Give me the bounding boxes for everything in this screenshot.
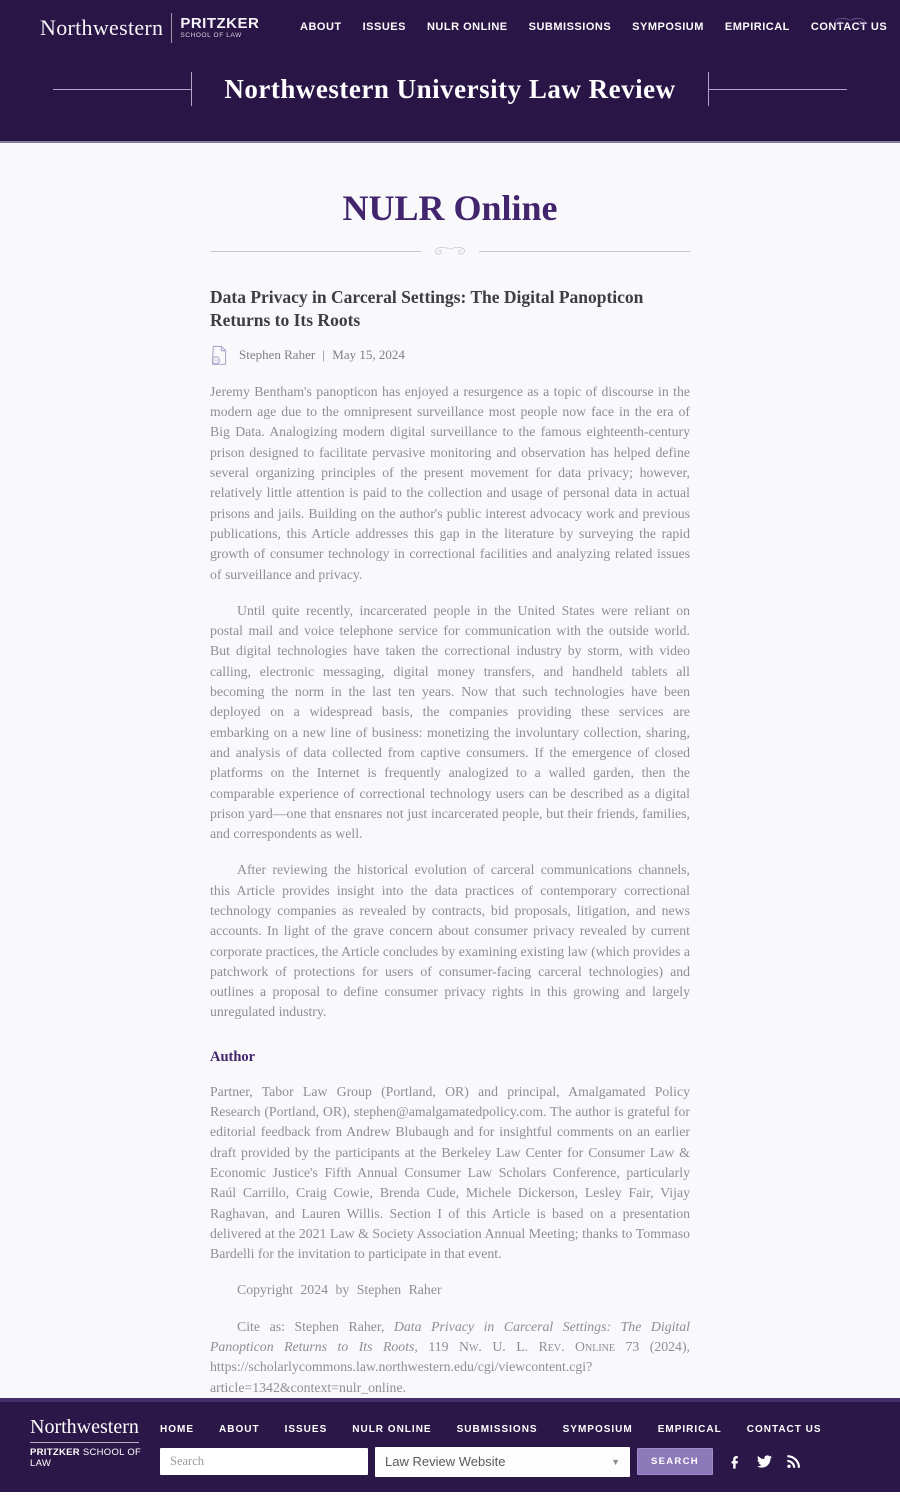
footer-nav-empirical[interactable]: EMPIRICAL (657, 1423, 722, 1435)
citation-prefix: Cite as: Stephen Raher, (237, 1318, 394, 1334)
nav-about[interactable]: ABOUT (300, 21, 342, 33)
nav-issues[interactable]: ISSUES (362, 21, 406, 33)
citation-mid: , 119 (414, 1339, 459, 1355)
banner-rule-left (53, 89, 191, 90)
footer-nav-symposium[interactable]: SYMPOSIUM (562, 1423, 633, 1435)
footer-logo[interactable] (30, 1412, 160, 1492)
citation-title: Data Privacy in Carceral Settings: The Digital Panopticon Returns to Its Roots (210, 1318, 690, 1355)
byline (210, 345, 690, 366)
author-heading: Author (210, 1048, 256, 1065)
header-logo[interactable] (40, 13, 259, 43)
site-scope-select[interactable] (375, 1447, 630, 1477)
rss-icon[interactable] (786, 1454, 801, 1469)
footer-logo-pritzker: PRITZKER (30, 1446, 80, 1458)
page-title: NULR Online (342, 188, 558, 228)
author-note: Partner, Tabor Law Group (Portland, OR) and principal, Amalgamated Policy Research (Portland, OR), stephen@amalgamatedpolicy.com. The author is grateful for editorial feedback from Andrew Blubaugh and for insightful comments on an earlier draft provided by the participants at the Berkeley Law Center for Consumer Law & Economic Justice's Fifth Annual Consumer Law Scholars Conference, particularly Raúl Carrillo, Craig Cowie, Brenda Cude, Michele Dickerson, Lesley Fair, Vijay Raghavan, and Lauren Willis. Section I of this Article is based on a presentation delivered at the 2021 Law & Society Association Annual Meeting; thanks to Tommaso Bardelli for the invitation to participate in that event. (210, 1083, 690, 1262)
citation (210, 1317, 690, 1398)
article (210, 286, 690, 1398)
banner-tick-left (191, 72, 192, 106)
svg-text:PDF: PDF (212, 358, 219, 363)
byline-text (239, 347, 405, 363)
footer-search-row (160, 1447, 900, 1477)
footer-social (728, 1454, 801, 1470)
nav-nulr-online[interactable]: NULR ONLINE (426, 21, 508, 33)
byline-author: Stephen Raher (239, 347, 316, 363)
divider-rule-left (210, 251, 421, 252)
divider-scroll-ornament-icon (433, 247, 467, 256)
logo-northwestern-wordmark: Northwestern (40, 15, 164, 40)
site-header (0, 0, 900, 143)
footer-nav-contact-us[interactable]: CONTACT US (746, 1423, 822, 1435)
citation-reporter: Nw. U. L. Rev. Online (459, 1339, 615, 1355)
logo-divider (171, 13, 172, 43)
abstract-paragraph-1: Jeremy Bentham's panopticon has enjoyed a resurgence as a topic of discourse in the modern age due to the omnipresent surveillance most people now face in the era of Big Data. Analogizing modern digital surveillance to the famous eighteenth-century prison designed to facilitate pervasive monitoring and observation has helped define several organizing principles of the present movement for data privacy; however, relatively little attention is paid to the collection and usage of personal data in actual prisons and jails. Building on the author's public interest advocacy work and previous publications, this Article addresses this gap in the literature by surveying the rapid growth of consumer technology in correctional facilities and analyzing related issues of surveillance and privacy. (210, 383, 690, 582)
page-bottom-strip (0, 1492, 900, 1498)
nav-symposium[interactable]: SYMPOSIUM (632, 21, 704, 33)
banner (0, 72, 900, 106)
logo-pritzker: PRITZKER (180, 15, 260, 33)
divider-rule-right (479, 251, 690, 252)
footer-search-button[interactable]: SEARCH (637, 1448, 713, 1475)
copyright-line: Copyright 2024 by Stephen Raher (237, 1282, 442, 1298)
footer-nav (160, 1412, 900, 1435)
site-footer (0, 1398, 900, 1492)
footer-nav-home[interactable]: HOME (160, 1423, 194, 1435)
pdf-document-icon[interactable] (210, 345, 228, 366)
logo-school-of-law: SCHOOL OF LAW (180, 32, 242, 40)
article-title[interactable]: Data Privacy in Carceral Settings: The Digital Panopticon Returns to Its Roots (210, 286, 644, 330)
abstract-paragraph-3: After reviewing the historical evolution of carceral communications channels, this Article provides insight into the data practices of contemporary correctional technology companies as revealed by contracts, bid proposals, litigation, and news accounts. In light of the grave concern about consumer privacy revealed by current corporate practices, the Article concludes by examining existing law (which provides a patchwork of protections for users of consumer-facing carceral technologies) and outlines a proposal to define consumer privacy rights in this growing and largely unregulated industry. (210, 862, 690, 1020)
footer-logo-northwestern: Northwestern (30, 1416, 139, 1443)
byline-date: May 15, 2024 (332, 347, 405, 363)
nav-contact-us[interactable]: CONTACT US (810, 21, 888, 33)
site-scope-select-value: Law Review Website (385, 1454, 506, 1470)
nav-empirical[interactable]: EMPIRICAL (724, 21, 790, 33)
banner-title: Northwestern University Law Review (224, 73, 676, 104)
footer-nav-submissions[interactable]: SUBMISSIONS (456, 1423, 538, 1435)
footer-nav-nulr-online[interactable]: NULR ONLINE (352, 1423, 432, 1435)
citation-rest: 73 (2024), https://scholarlycommons.law.northwestern.edu/cgi/viewcontent.cgi?article=1342&context=nulr_online. (210, 1339, 690, 1395)
abstract-paragraph-2: Until quite recently, incarcerated people in the United States were reliant on postal mail and voice telephone service for communication with the outside world. But digital technologies have taken the correctional industry by storm, with video calling, electronic messaging, digital money transfers, and handheld tablets all becoming the norm in the last ten years. Now that such technologies have been deployed on a widespread basis, the companies providing these services are embarking on a new line of business: monetizing the involuntary collection, sharing, and analysis of data collected from captive consumers. If the emergence of closed platforms on the Internet is frequently analogized to a walled garden, then the comparable experience of correctional technology users can be described as a digital prison yard—one that ensnares not just incarcerated people, but their friends, families, and correspondents as well. (210, 602, 690, 842)
banner-rule-right (709, 89, 847, 90)
footer-logo-pritzker-school (30, 1447, 160, 1469)
footer-logo-school: SCHOOL OF LAW (30, 1446, 142, 1469)
byline-separator: | (322, 347, 326, 363)
primary-nav (300, 21, 887, 33)
scroll-ornament-icon (833, 18, 867, 27)
footer-nav-about[interactable]: ABOUT (219, 1423, 260, 1435)
nav-submissions[interactable]: SUBMISSIONS (528, 21, 612, 33)
footer-search-input[interactable] (160, 1448, 368, 1475)
twitter-icon[interactable] (756, 1454, 773, 1469)
section-divider (210, 247, 690, 256)
chevron-down-icon: ▼ (611, 1456, 620, 1467)
main-content (0, 143, 900, 1398)
footer-nav-issues[interactable]: ISSUES (284, 1423, 328, 1435)
facebook-icon[interactable] (728, 1454, 743, 1470)
